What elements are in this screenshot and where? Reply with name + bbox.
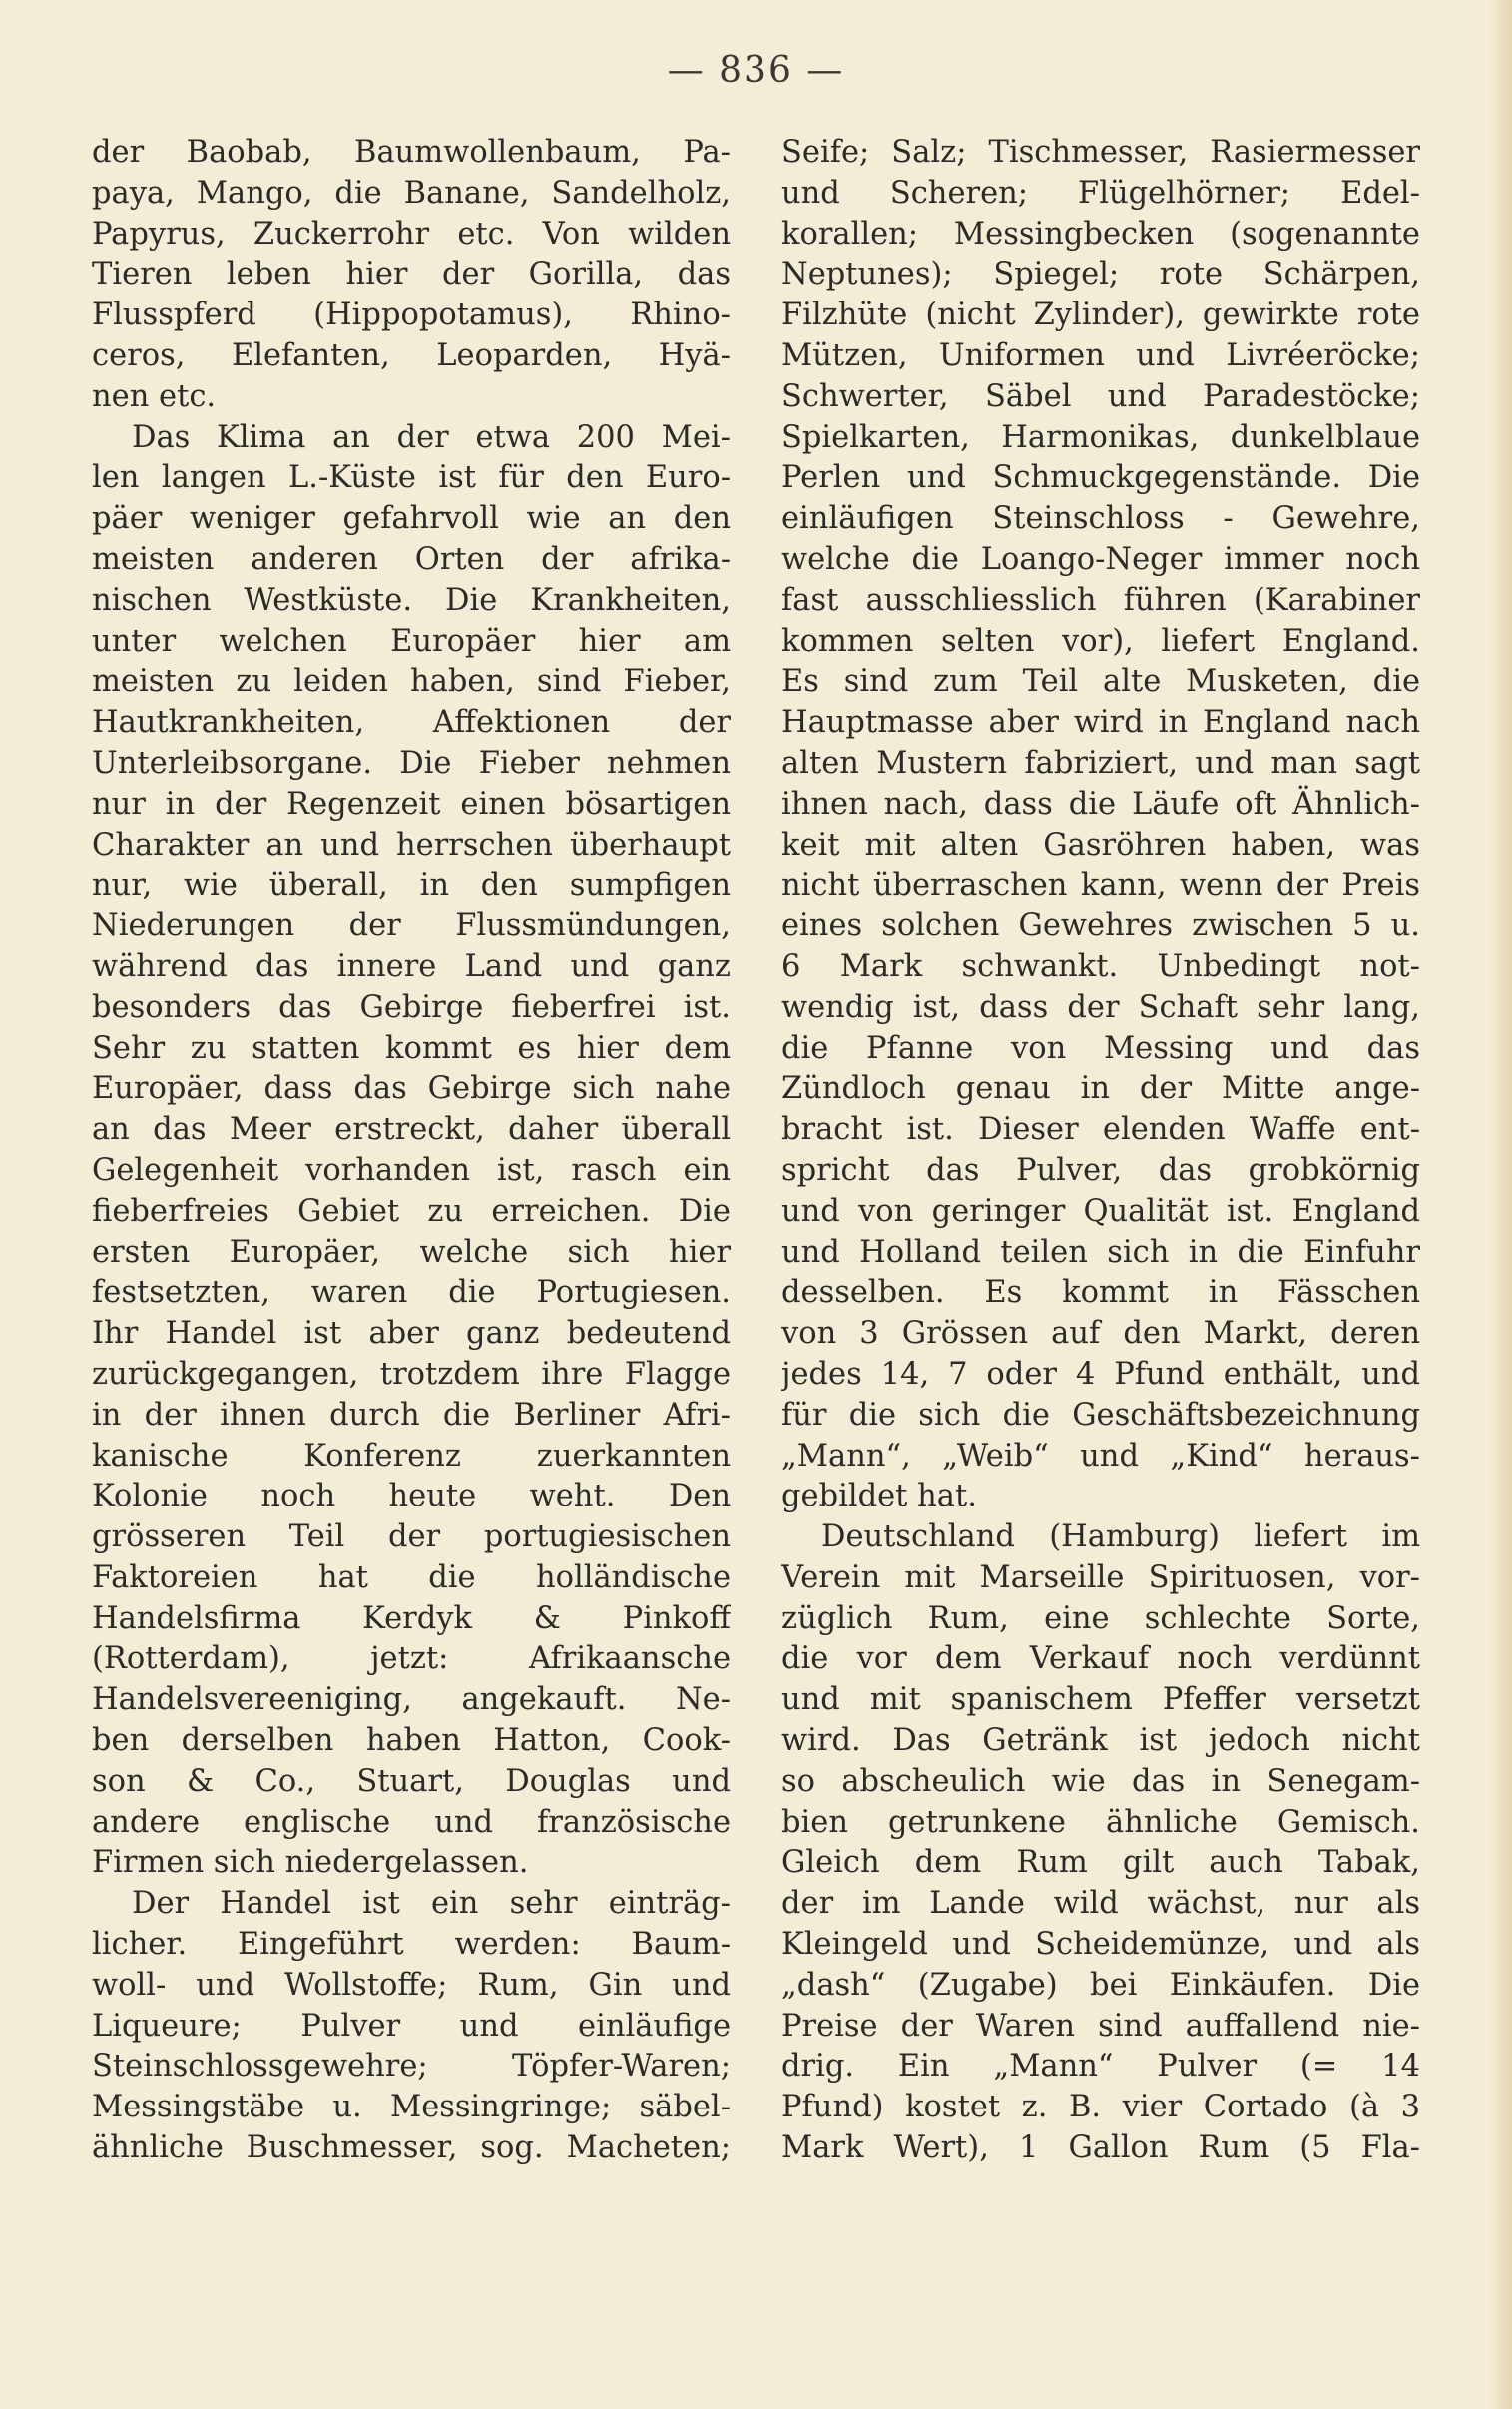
text-line: Der Handel ist ein sehr einträg-	[132, 1886, 731, 1922]
text-line: Neptunes); Spiegel; rote Schärpen,	[781, 257, 1420, 293]
text-line: Flusspferd (Hippopotamus), Rhino-	[92, 298, 731, 333]
text-line: in der ihnen durch die Berliner Afri-	[92, 1397, 731, 1433]
text-line: Tieren leben hier der Gorilla, das	[92, 257, 731, 293]
text-line: Gleich dem Rum gilt auch Tabak,	[781, 1845, 1420, 1881]
text-line: „dash“ (Zugabe) bei Einkäufen. Die	[781, 1967, 1420, 2003]
text-line: Spielkarten, Harmonikas, dunkelblaue	[781, 419, 1420, 455]
text-line: andere englische und französische	[92, 1804, 731, 1840]
text-line: nicht überraschen kann, wenn der Preis	[781, 868, 1420, 903]
text-line: 6 Mark schwankt. Unbedingt not-	[781, 948, 1420, 984]
text-line: ihnen nach, dass die Läufe oft Ähnlich-	[781, 786, 1420, 822]
text-line: eines solchen Gewehres zwischen 5 u.	[781, 908, 1420, 944]
text-line: Preise der Waren sind auffallend nie-	[781, 2008, 1420, 2044]
text-line: Europäer, dass das Gebirge sich nahe	[92, 1071, 731, 1107]
text-line: Liqueure; Pulver und einläufige	[92, 2008, 731, 2044]
text-line: bracht ist. Dieser elenden Waffe ent-	[781, 1112, 1420, 1148]
text-line: Seife; Salz; Tischmesser, Rasiermesser	[781, 135, 1420, 170]
text-line: Faktoreien hat die holländische	[92, 1559, 731, 1595]
text-line: Schwerter, Säbel und Paradestöcke;	[781, 378, 1420, 414]
text-line: fieberfreies Gebiet zu erreichen. Die	[92, 1193, 731, 1229]
text-line: Es sind zum Teil alte Musketen, die	[781, 664, 1420, 700]
text-line: Sehr zu statten kommt es hier dem	[92, 1030, 731, 1066]
text-line: welche die Loango-Neger immer noch	[781, 541, 1420, 577]
text-line: korallen; Messingbecken (sogenannte	[781, 216, 1420, 252]
page-number: — 836 —	[667, 50, 845, 91]
text-line: woll- und Wollstoffe; Rum, Gin und	[92, 1967, 731, 2003]
text-line: während das innere Land und ganz	[92, 948, 731, 984]
text-line: „Mann“, „Weib“ und „Kind“ heraus-	[781, 1438, 1420, 1474]
text-line: Messingstäbe u. Messingringe; säbel-	[92, 2090, 731, 2125]
text-line: Firmen sich niedergelassen.	[92, 1845, 529, 1881]
text-line: meisten zu leiden haben, sind Fieber,	[92, 664, 731, 700]
text-line: Mark Wert), 1 Gallon Rum (5 Fla-	[781, 2130, 1420, 2166]
text-line: der im Lande wild wächst, nur als	[781, 1886, 1420, 1922]
text-line: Unterleibsorgane. Die Fieber nehmen	[92, 745, 731, 781]
text-line: und Holland teilen sich in die Einfuhr	[781, 1234, 1420, 1270]
text-line: unter welchen Europäer hier am	[92, 623, 731, 659]
text-line: so abscheulich wie das in Senegam-	[781, 1763, 1420, 1799]
text-line: Handelsvereeniging, angekauft. Ne-	[92, 1682, 731, 1718]
text-line: grösseren Teil der portugiesischen	[92, 1519, 731, 1555]
text-line: licher. Eingeführt werden: Baum-	[92, 1927, 731, 1963]
text-line: nur in der Regenzeit einen bösartigen	[92, 786, 731, 822]
text-line: züglich Rum, eine schlechte Sorte,	[781, 1600, 1420, 1636]
text-line: Pfund) kostet z. B. vier Cortado (à 3	[781, 2090, 1420, 2125]
text-line: nischen Westküste. Die Krankheiten,	[92, 582, 731, 618]
text-line: gebildet hat.	[781, 1479, 977, 1514]
text-line: Filzhüte (nicht Zylinder), gewirkte rote	[781, 298, 1420, 333]
text-line: wendig ist, dass der Schaft sehr lang,	[781, 989, 1420, 1025]
text-line: alten Mustern fabriziert, und man sagt	[781, 745, 1420, 781]
text-line: ben derselben haben Hatton, Cook-	[92, 1723, 731, 1759]
text-line: paya, Mango, die Banane, Sandelholz,	[92, 175, 731, 211]
text-line: Perlen und Schmuckgegenstände. Die	[781, 460, 1420, 496]
text-line: son & Co., Stuart, Douglas und	[92, 1763, 731, 1799]
text-line: einläufigen Steinschloss - Gewehre,	[781, 501, 1420, 537]
text-line: von 3 Grössen auf den Markt, deren	[781, 1316, 1420, 1352]
text-line: nur, wie überall, in den sumpfigen	[92, 868, 731, 903]
text-line: an das Meer erstreckt, daher überall	[92, 1112, 731, 1148]
text-line: Mützen, Uniformen und Livréeröcke;	[781, 337, 1420, 373]
text-line: Verein mit Marseille Spirituosen, vor-	[781, 1559, 1420, 1595]
text-line: (Rotterdam), jetzt: Afrikaansche	[92, 1641, 731, 1677]
text-line: Charakter an und herrschen überhaupt	[92, 827, 731, 863]
text-line: die Pfanne von Messing und das	[781, 1030, 1420, 1066]
text-line: wird. Das Getränk ist jedoch nicht	[781, 1723, 1420, 1759]
text-line: kanische Konferenz zuerkannten	[92, 1438, 731, 1474]
text-line: desselben. Es kommt in Fässchen	[781, 1275, 1420, 1311]
text-line: der Baobab, Baumwollenbaum, Pa-	[92, 135, 731, 170]
text-line: drig. Ein „Mann“ Pulver (= 14	[781, 2049, 1420, 2085]
text-line: len langen L.-Küste ist für den Euro-	[92, 460, 731, 496]
text-line: für die sich die Geschäftsbezeichnung	[781, 1397, 1420, 1433]
text-line: Gelegenheit vorhanden ist, rasch ein	[92, 1152, 731, 1188]
text-line: Niederungen der Flussmündungen,	[92, 908, 731, 944]
text-line: päer weniger gefahrvoll wie an den	[92, 501, 731, 537]
text-line: Ihr Handel ist aber ganz bedeutend	[92, 1316, 731, 1352]
text-line: bien getrunkene ähnliche Gemisch.	[781, 1804, 1420, 1840]
text-line: Das Klima an der etwa 200 Mei-	[132, 419, 731, 455]
text-line: Kolonie noch heute weht. Den	[92, 1479, 731, 1514]
text-line: meisten anderen Orten der afrika-	[92, 541, 731, 577]
text-line: und Scheren; Flügelhörner; Edel-	[781, 175, 1420, 211]
text-line: ähnliche Buschmesser, sog. Macheten;	[92, 2130, 731, 2166]
right-column	[781, 133, 1420, 2169]
text-line: Papyrus, Zuckerrohr etc. Von wilden	[92, 216, 731, 252]
text-line: ersten Europäer, welche sich hier	[92, 1234, 731, 1270]
text-line: keit mit alten Gasröhren haben, was	[781, 827, 1420, 863]
text-line: und mit spanischem Pfeffer versetzt	[781, 1682, 1420, 1718]
text-line: die vor dem Verkauf noch verdünnt	[781, 1641, 1420, 1677]
text-line: festsetzten, waren die Portugiesen.	[92, 1275, 731, 1311]
text-line: ceros, Elefanten, Leoparden, Hyä-	[92, 337, 731, 373]
text-line: zurückgegangen, trotzdem ihre Flagge	[92, 1356, 731, 1392]
page-edge	[1490, 0, 1512, 2409]
text-line: Hauptmasse aber wird in England nach	[781, 705, 1420, 741]
text-line: und von geringer Qualität ist. England	[781, 1193, 1420, 1229]
text-line: kommen selten vor), liefert England.	[781, 623, 1420, 659]
text-line: nen etc.	[92, 378, 217, 414]
text-line: besonders das Gebirge fieberfrei ist.	[92, 989, 731, 1025]
text-line: Deutschland (Hamburg) liefert im	[821, 1519, 1420, 1555]
text-line: Hautkrankheiten, Affektionen der	[92, 705, 731, 741]
text-line: fast ausschliesslich führen (Karabiner	[781, 582, 1420, 618]
text-line: spricht das Pulver, das grobkörnig	[781, 1152, 1420, 1188]
left-column	[92, 133, 731, 2169]
text-line: Zündloch genau in der Mitte ange-	[781, 1071, 1420, 1107]
text-line: Steinschlossgewehre; Töpfer-Waren;	[92, 2049, 731, 2085]
text-line: Handelsfirma Kerdyk & Pinkoff	[92, 1600, 731, 1636]
text-line: jedes 14, 7 oder 4 Pfund enthält, und	[781, 1356, 1420, 1392]
text-line: Kleingeld und Scheidemünze, und als	[781, 1927, 1420, 1963]
